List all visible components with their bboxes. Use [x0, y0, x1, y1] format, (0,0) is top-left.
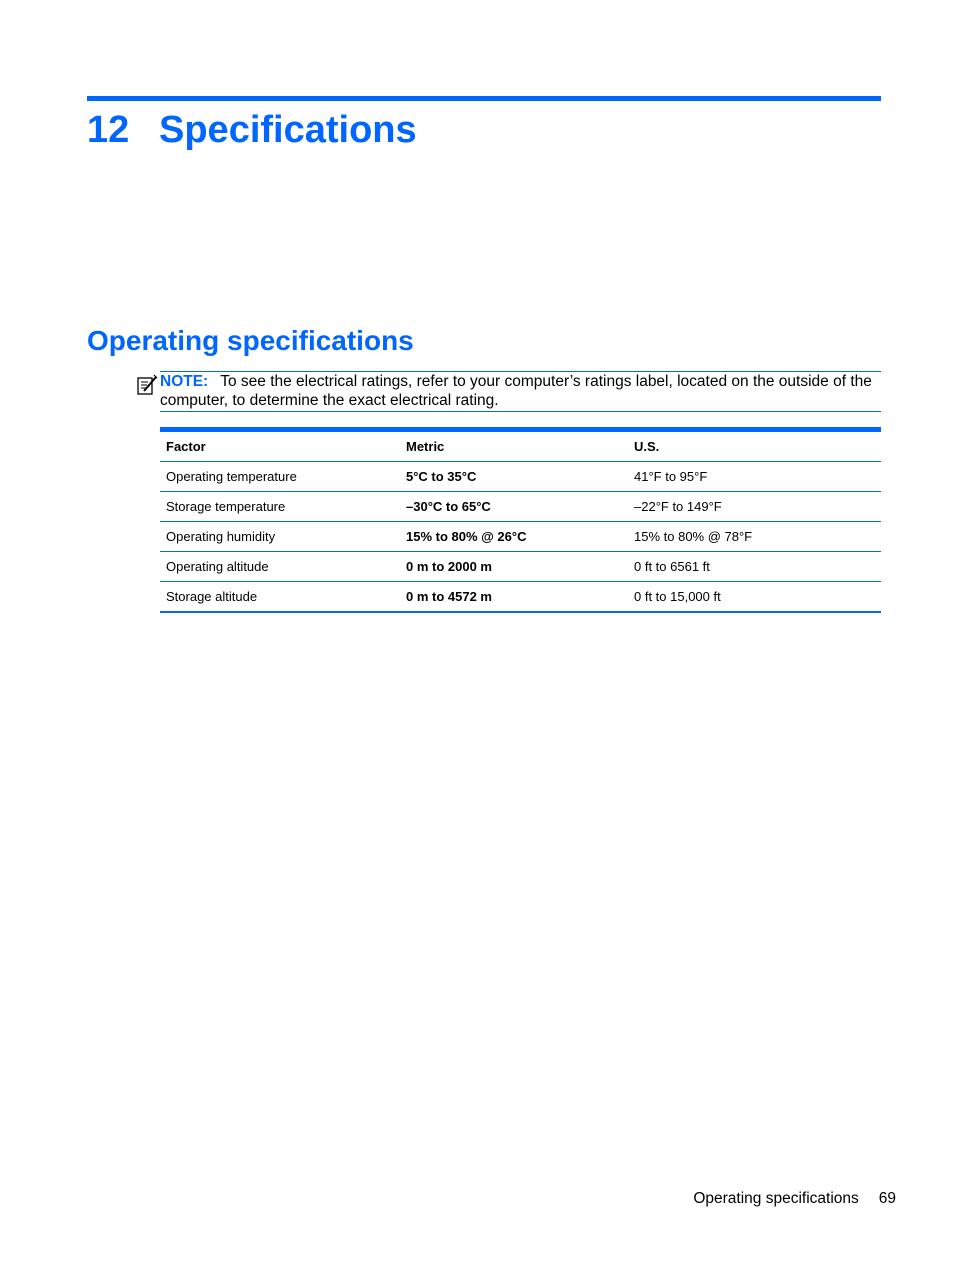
factor-cell: Storage temperature: [160, 492, 400, 522]
note-text: [160, 372, 881, 410]
us-cell: 41°F to 95°F: [628, 462, 881, 492]
chapter-title: [87, 104, 417, 156]
metric-cell: 0 m to 2000 m: [400, 552, 628, 582]
chapter-rule: [87, 96, 881, 101]
note-pencil-icon: [136, 374, 158, 396]
table-header-row: [160, 430, 881, 462]
specifications-table: [160, 427, 881, 613]
header-us: U.S.: [628, 430, 881, 462]
header-metric: Metric: [400, 430, 628, 462]
metric-cell: 5°C to 35°C: [400, 462, 628, 492]
us-cell: –22°F to 149°F: [628, 492, 881, 522]
footer-section-title: Operating specifications: [693, 1190, 859, 1207]
metric-cell: –30°C to 65°C: [400, 492, 628, 522]
note-label: NOTE:: [160, 373, 209, 390]
note-box: [160, 371, 881, 412]
page-number: 69: [878, 1190, 896, 1207]
table-row: [160, 552, 881, 582]
page-footer: [693, 1190, 896, 1208]
us-cell: 15% to 80% @ 78°F: [628, 522, 881, 552]
note-body: To see the electrical ratings, refer to your computer’s ratings label, located on the outside of the computer, to determine the exact electrical rating.: [160, 373, 872, 409]
factor-cell: Operating temperature: [160, 462, 400, 492]
table-row: [160, 582, 881, 613]
factor-cell: Operating altitude: [160, 552, 400, 582]
us-cell: 0 ft to 6561 ft: [628, 552, 881, 582]
chapter-title-text: Specifications: [159, 109, 417, 151]
table-row: [160, 462, 881, 492]
factor-cell: Operating humidity: [160, 522, 400, 552]
header-factor: Factor: [160, 430, 400, 462]
metric-cell: 15% to 80% @ 26°C: [400, 522, 628, 552]
chapter-number: 12: [87, 109, 130, 151]
factor-cell: Storage altitude: [166, 589, 258, 604]
metric-cell: 0 m to 4572 m: [406, 589, 492, 604]
table-row: [160, 522, 881, 552]
section-title: Operating specifications: [87, 325, 414, 356]
us-cell: 0 ft to 15,000 ft: [634, 589, 721, 604]
table-row: [160, 492, 881, 522]
